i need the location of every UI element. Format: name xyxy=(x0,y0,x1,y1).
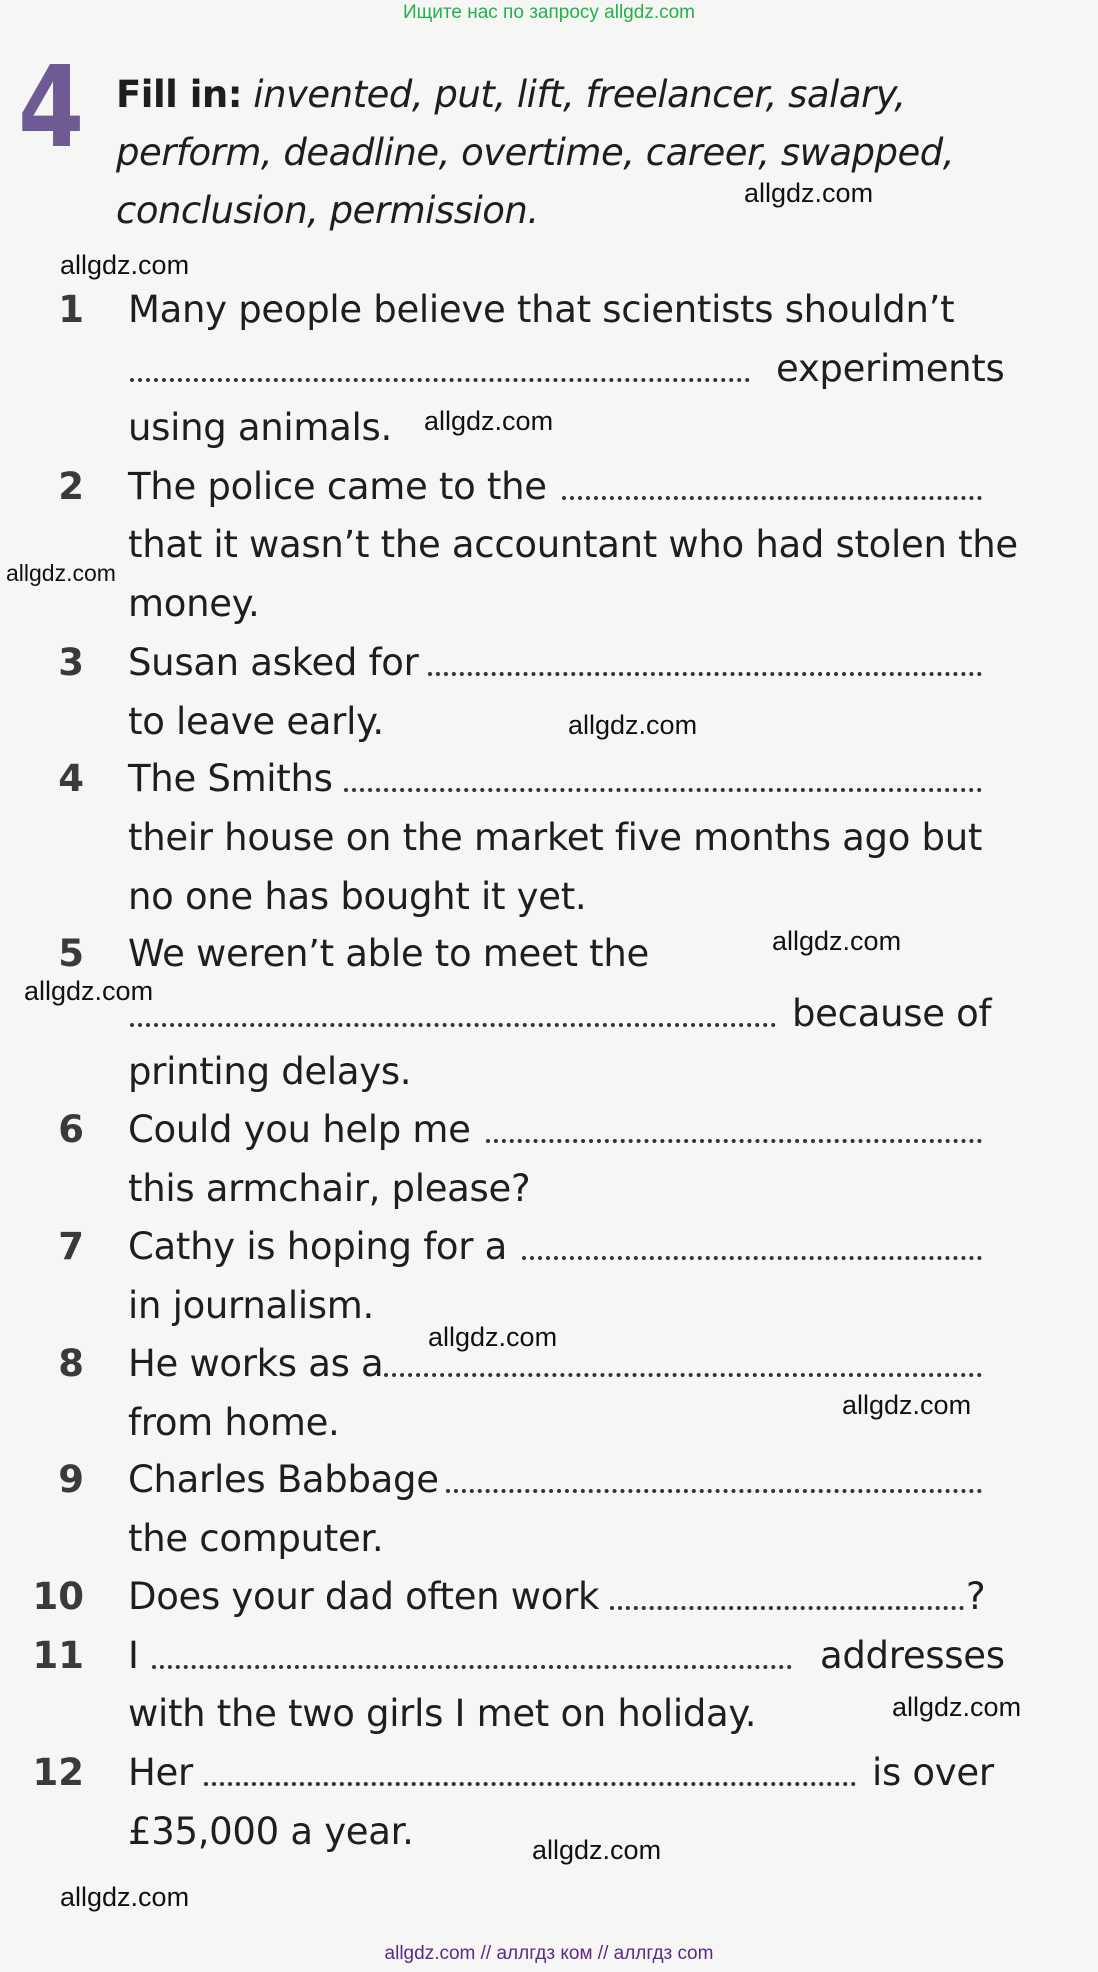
answer-blank[interactable] xyxy=(130,1023,776,1027)
bottom-banner[interactable]: allgdz.com // аллгдз ком // аллгдз com xyxy=(384,1943,714,1964)
item-text: Does your dad often work xyxy=(128,1575,600,1618)
instruction-words-1: invented, put, lift, freelancer, salary, xyxy=(253,73,906,116)
watermark: allgdz.com xyxy=(568,710,698,740)
watermark: allgdz.com xyxy=(892,1692,1022,1722)
answer-blank[interactable] xyxy=(344,788,982,792)
item-text: using animals. xyxy=(128,406,392,449)
item-number: 12 xyxy=(32,1751,84,1794)
answer-blank[interactable] xyxy=(428,672,982,676)
item-text: no one has bought it yet. xyxy=(128,875,587,918)
item-text: I xyxy=(128,1634,139,1677)
item-number: 6 xyxy=(58,1108,84,1151)
item-text: the computer. xyxy=(128,1517,384,1560)
item-text: Could you help me xyxy=(128,1108,471,1151)
item-number: 11 xyxy=(32,1634,84,1677)
item-text: Cathy is hoping for a xyxy=(128,1225,508,1268)
item-number: 8 xyxy=(58,1342,84,1385)
watermark: allgdz.com xyxy=(60,250,190,280)
item-text: Charles Babbage xyxy=(128,1458,439,1501)
item-text: printing delays. xyxy=(128,1050,412,1093)
instruction-words-2: perform, deadline, overtime, career, swapped, xyxy=(116,131,955,174)
watermark: allgdz.com xyxy=(772,926,902,956)
item-text: because of xyxy=(792,992,992,1035)
item-text: is over xyxy=(872,1751,994,1794)
item-text: from home. xyxy=(128,1401,340,1444)
answer-blank[interactable] xyxy=(486,1139,982,1143)
watermark: allgdz.com xyxy=(424,406,554,436)
item-text: He works as a xyxy=(128,1342,384,1385)
instruction-words-3: conclusion, permission. xyxy=(116,189,539,232)
item-text: this armchair, please? xyxy=(128,1167,531,1210)
item-text: addresses xyxy=(820,1634,1005,1677)
item-number: 3 xyxy=(58,641,84,684)
exercise-instruction xyxy=(116,66,1016,240)
exercise-number: 4 xyxy=(18,43,85,173)
item-number: 5 xyxy=(58,932,84,975)
watermark: allgdz.com xyxy=(24,976,154,1006)
watermark: allgdz.com xyxy=(532,1835,662,1865)
instruction-lead: Fill in: xyxy=(116,73,243,116)
item-text: with the two girls I met on holiday. xyxy=(128,1692,757,1735)
answer-blank[interactable] xyxy=(130,378,750,382)
item-number: 9 xyxy=(58,1458,84,1501)
top-banner[interactable]: Ищите нас по запросу allgdz.com xyxy=(402,2,695,23)
item-text: experiments xyxy=(776,347,1005,390)
item-text: Many people believe that scientists shouldn’t xyxy=(128,288,955,331)
item-number: 1 xyxy=(58,288,84,331)
answer-blank[interactable] xyxy=(562,496,982,500)
item-number: 10 xyxy=(32,1575,84,1618)
item-text: The police came to the xyxy=(128,465,547,508)
watermark: allgdz.com xyxy=(744,178,874,208)
item-text: Her xyxy=(128,1751,193,1794)
item-number: 2 xyxy=(58,465,84,508)
watermark: allgdz.com xyxy=(428,1322,558,1352)
item-text: The Smiths xyxy=(128,757,333,800)
item-number: 4 xyxy=(58,757,84,800)
answer-blank[interactable] xyxy=(384,1373,982,1377)
item-text: in journalism. xyxy=(128,1284,374,1327)
item-text: to leave early. xyxy=(128,700,384,743)
watermark: allgdz.com xyxy=(842,1390,972,1420)
item-text: £35,000 a year. xyxy=(128,1810,414,1853)
item-text: that it wasn’t the accountant who had stolen the xyxy=(128,523,1018,566)
item-text: their house on the market five months ago but xyxy=(128,816,983,859)
item-text: Susan asked for xyxy=(128,641,419,684)
answer-blank[interactable] xyxy=(152,1665,792,1669)
answer-blank[interactable] xyxy=(610,1606,964,1610)
answer-blank[interactable] xyxy=(204,1782,856,1786)
item-text: money. xyxy=(128,582,260,625)
answer-blank[interactable] xyxy=(522,1256,982,1260)
watermark: allgdz.com xyxy=(60,1882,190,1912)
watermark: allgdz.com xyxy=(6,560,116,586)
item-text: ? xyxy=(966,1575,986,1618)
item-text: We weren’t able to meet the xyxy=(128,932,649,975)
item-number: 7 xyxy=(58,1225,84,1268)
answer-blank[interactable] xyxy=(446,1489,982,1493)
